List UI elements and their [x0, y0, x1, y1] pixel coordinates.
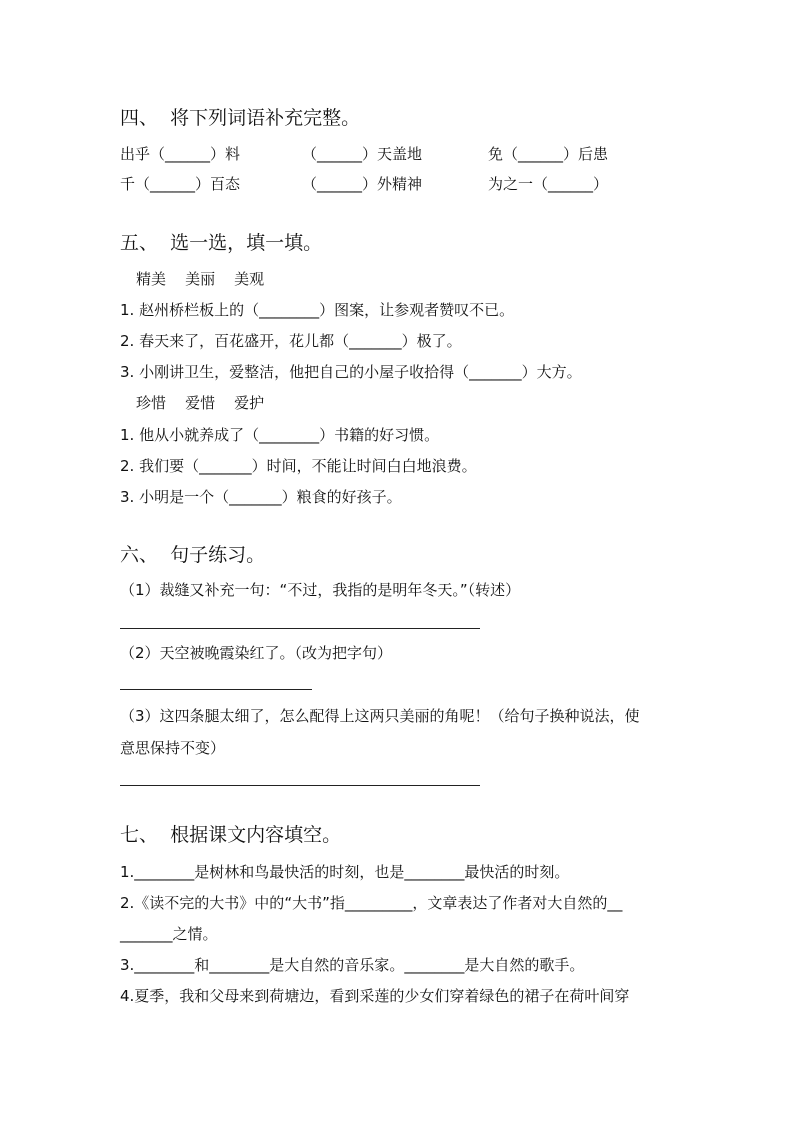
fill-item: 1. 赵州桥栏板上的（________）图案，让参观者赞叹不已。	[120, 301, 515, 319]
section-6-title: 六、 句子练习。	[120, 544, 266, 566]
fill-item: 2. 我们要（_______）时间，不能让时间白白地浪费。	[120, 457, 477, 475]
sentence-question-1: （1）裁缝又补充一句：“不过，我指的是明年冬天。”（转述）	[120, 581, 521, 599]
idiom-5: （______）外精神	[302, 175, 423, 193]
answer-line-2	[120, 689, 312, 690]
sentence-question-3-cont: 意思保持不变）	[120, 739, 226, 757]
answer-line-3	[120, 785, 480, 786]
idiom-2: （______）天盖地	[302, 145, 423, 163]
section-4-title: 四、 将下列词语补充完整。	[120, 107, 361, 129]
idiom-1: 出乎（______）料	[120, 145, 241, 163]
fill-line: 2.《读不完的大书》中的“大书”指_________，文章表达了作者对大自然的__	[120, 894, 623, 912]
word-choices-1: 精美 美丽 美观	[136, 270, 265, 288]
word-choices-2: 珍惜 爱惜 爱护	[136, 394, 265, 412]
sentence-question-2: （2）天空被晚霞染红了。（改为把字句）	[120, 644, 393, 662]
idiom-6: 为之一（______）	[488, 175, 609, 193]
sentence-question-3: （3）这四条腿太细了，怎么配得上这两只美丽的角呢！（给句子换种说法，使	[120, 707, 640, 725]
section-5-title: 五、 选一选，填一填。	[120, 232, 323, 254]
fill-line: 1.________是树林和鸟最快活的时刻，也是________最快活的时刻。	[120, 863, 570, 881]
fill-line: 4.夏季，我和父母来到荷塘边，看到采莲的少女们穿着绿色的裙子在荷叶间穿	[120, 987, 630, 1005]
fill-line: _______之情。	[120, 925, 218, 943]
fill-line: 3.________和________是大自然的音乐家。________是大自然的歌手。	[120, 956, 585, 974]
section-7-title: 七、 根据课文内容填空。	[120, 824, 342, 846]
idiom-3: 免（______）后患	[488, 145, 609, 163]
answer-line-1	[120, 628, 480, 629]
fill-item: 2. 春天来了，百花盛开，花儿都（_______）极了。	[120, 332, 462, 350]
fill-item: 3. 小明是一个（_______）粮食的好孩子。	[120, 488, 402, 506]
fill-item: 3. 小刚讲卫生，爱整洁，他把自己的小屋子收拾得（_______）大方。	[120, 363, 582, 381]
fill-item: 1. 他从小就养成了（________）书籍的好习惯。	[120, 426, 440, 444]
idiom-4: 千（______）百态	[120, 175, 241, 193]
